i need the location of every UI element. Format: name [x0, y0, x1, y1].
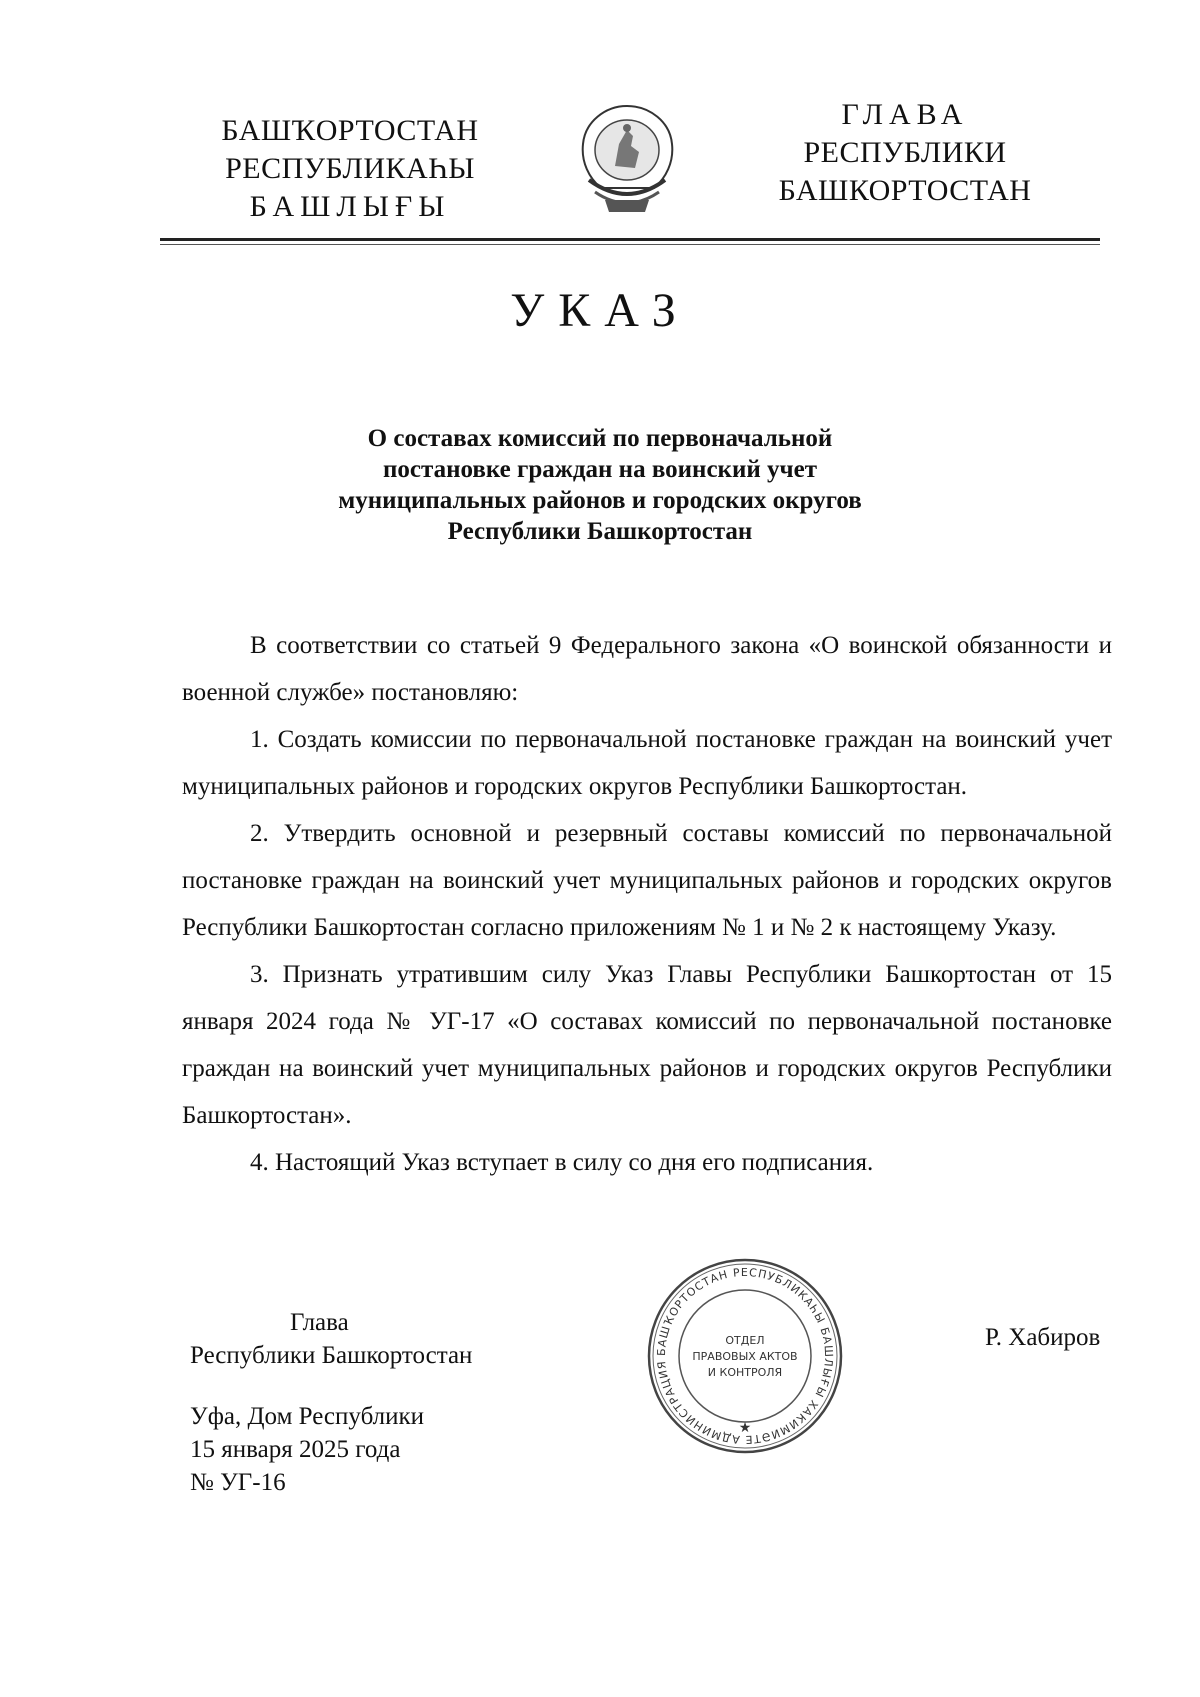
title-line: Республики Башкортостан — [447, 518, 753, 545]
place-date-block — [190, 1400, 424, 1499]
header-right-line: БАШКОРТОСТАН — [778, 174, 1032, 207]
clause-paragraph: 3. Признать утратившим силу Указ Главы Республики Башкортостан от 15 января 2024 года № УГ-17 «О составах комиссий по первоначальной постановке граждан на воинский учет муниципальных районов и городских округов Республики Башкортостан». — [182, 961, 1112, 1129]
republic-emblem-icon — [575, 100, 680, 218]
signatory-position-line: Глава — [290, 1309, 349, 1336]
title-line: О составах комиссий по первоначальной — [367, 425, 833, 452]
document-body — [182, 622, 1112, 1186]
signing-date: 15 января 2025 года — [190, 1436, 401, 1463]
signing-place: Уфа, Дом Республики — [190, 1403, 425, 1430]
document-title — [300, 423, 900, 547]
official-stamp-icon — [645, 1256, 845, 1456]
signatory-name: Р. Хабиров — [985, 1324, 1101, 1351]
clause-paragraph: 1. Создать комиссии по первоначальной постановке граждан на воинский учет муниципальных районов и городских округов Республики Башкортостан. — [182, 726, 1112, 800]
header-divider-thin — [160, 244, 1100, 245]
signatory-position — [190, 1306, 472, 1372]
stamp-center-line: ПРАВОВЫХ АКТОВ — [692, 1350, 798, 1363]
stamp-center-line: ОТДЕЛ — [725, 1334, 765, 1347]
header-right-line: ГЛАВА — [841, 98, 969, 131]
preamble-paragraph: В соответствии со статьей 9 Федерального закона «О воинской обязанности и военной службе» постановляю: — [182, 632, 1112, 706]
title-line: постановке граждан на воинский учет — [382, 456, 817, 483]
header-left-line: БАШЛЫҒЫ — [249, 190, 451, 223]
stamp-center-line: И КОНТРОЛЯ — [707, 1366, 783, 1379]
title-line: муниципальных районов и городских округов — [338, 487, 862, 514]
document-type: УКАЗ — [510, 284, 690, 337]
header-divider — [160, 238, 1100, 241]
header-right-russian — [745, 96, 1065, 210]
svg-text:★: ★ — [738, 1421, 752, 1436]
clause-paragraph: 2. Утвердить основной и резервный составы комиссий по первоначальной постановке граждан на воинский учет муниципальных районов и городских округов Республики Башкортостан согласно приложениям № 1 и № 2 к настоящему Указу. — [182, 820, 1112, 941]
header-left-bashkir — [190, 112, 510, 226]
decree-number: № УГ-16 — [190, 1469, 286, 1496]
header-left-line: РЕСПУБЛИКАҺЫ — [225, 152, 475, 185]
stamp-outer-text: БАШҠОРТОСТАН РЕСПУБЛИКАҺЫ БАШЛЫҒЫ ХАКИМИӘТЕ АДМИНИСТРАЦИЯ — [654, 1265, 836, 1447]
clause-paragraph: 4. Настоящий Указ вступает в силу со дня его подписания. — [250, 1149, 874, 1176]
header-right-line: РЕСПУБЛИКИ — [803, 136, 1007, 169]
header-left-line: БАШҠОРТОСТАН — [221, 114, 479, 147]
signatory-position-line: Республики Башкортостан — [190, 1342, 473, 1369]
